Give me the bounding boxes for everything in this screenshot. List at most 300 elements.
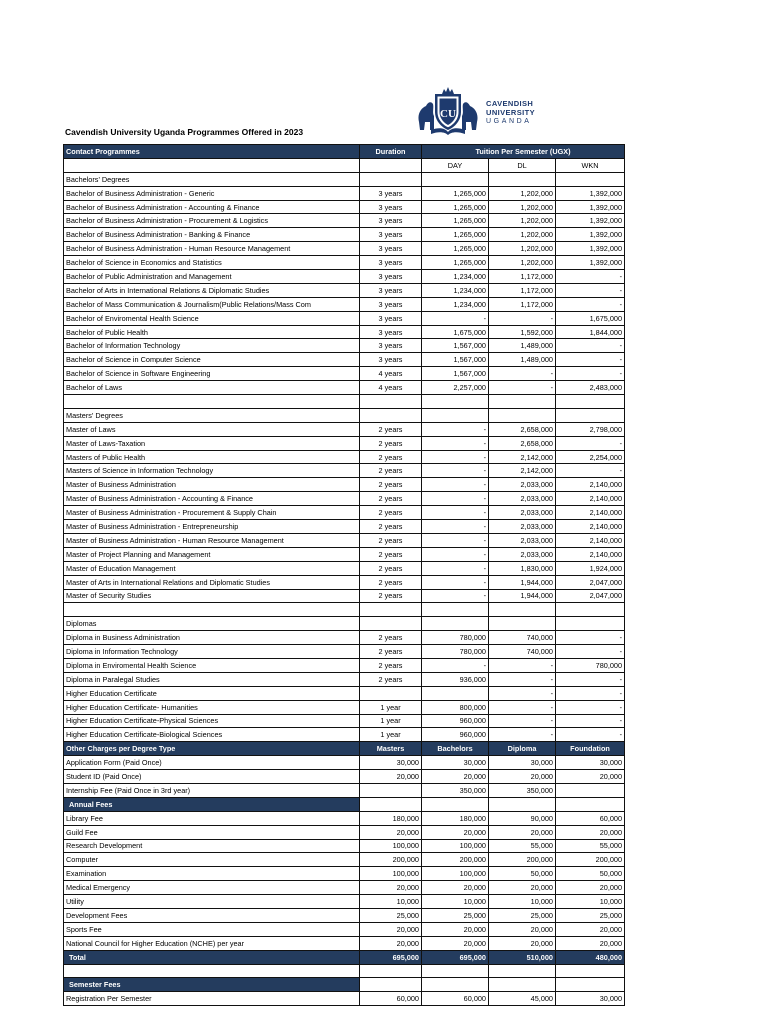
row-value-3: - — [556, 283, 625, 297]
fee-value: 20,000 — [489, 922, 556, 936]
row-value-1: - — [422, 464, 489, 478]
document-title: Cavendish University Uganda Programmes Offered in 2023 — [65, 127, 304, 137]
empty-cell — [360, 617, 422, 631]
programme-row — [64, 200, 625, 214]
row-duration: 3 years — [360, 186, 422, 200]
charge-label: Student ID (Paid Once) — [64, 770, 360, 784]
fee-value: 60,000 — [556, 811, 625, 825]
row-label: Diploma in Paralegal Studies — [64, 672, 360, 686]
row-value-3: - — [556, 728, 625, 742]
row-value-1: 1,265,000 — [422, 186, 489, 200]
fee-value: 20,000 — [556, 825, 625, 839]
row-value-2: 1,489,000 — [489, 353, 556, 367]
row-duration: 3 years — [360, 297, 422, 311]
fee-value: 100,000 — [422, 867, 489, 881]
crest-logo-icon — [415, 86, 481, 136]
row-value-1: - — [422, 658, 489, 672]
row-value-1: 1,675,000 — [422, 325, 489, 339]
empty-cell — [360, 172, 422, 186]
row-value-2: 1,172,000 — [489, 270, 556, 284]
fee-value: 25,000 — [360, 908, 422, 922]
header-foundation: Foundation — [556, 742, 625, 756]
row-value-3: - — [556, 353, 625, 367]
row-value-2: 1,202,000 — [489, 228, 556, 242]
charge-value: 30,000 — [422, 756, 489, 770]
row-value-1: - — [422, 436, 489, 450]
row-value-1: 2,257,000 — [422, 381, 489, 395]
row-duration: 2 years — [360, 506, 422, 520]
fee-value: 25,000 — [489, 908, 556, 922]
row-value-3: - — [556, 464, 625, 478]
row-label: Master of Laws-Taxation — [64, 436, 360, 450]
annual-fee-row — [64, 908, 625, 922]
row-duration: 2 years — [360, 422, 422, 436]
row-value-2: - — [489, 714, 556, 728]
row-label: Master of Business Administration - Procurement & Supply Chain — [64, 506, 360, 520]
header-masters: Masters — [360, 742, 422, 756]
total-label: Total — [64, 950, 360, 964]
row-value-1: 1,265,000 — [422, 228, 489, 242]
row-duration: 3 years — [360, 200, 422, 214]
row-value-1: - — [422, 561, 489, 575]
row-value-2: 2,033,000 — [489, 492, 556, 506]
row-value-2: 1,202,000 — [489, 256, 556, 270]
charge-value: 20,000 — [556, 770, 625, 784]
empty-cell — [489, 978, 556, 992]
charge-row — [64, 783, 625, 797]
row-value-1: 960,000 — [422, 714, 489, 728]
empty-cell — [422, 797, 489, 811]
row-label: Bachelor of Science in Economics and Statistics — [64, 256, 360, 270]
programme-row — [64, 270, 625, 284]
empty-cell — [489, 172, 556, 186]
row-duration: 3 years — [360, 283, 422, 297]
table-subheader-row — [64, 158, 625, 172]
charge-value — [556, 783, 625, 797]
fee-value: 55,000 — [489, 839, 556, 853]
university-logo — [415, 86, 565, 136]
row-duration: 3 years — [360, 339, 422, 353]
row-value-3: 2,798,000 — [556, 422, 625, 436]
row-value-1: 1,234,000 — [422, 297, 489, 311]
fee-value: 20,000 — [556, 936, 625, 950]
row-value-2: - — [489, 700, 556, 714]
row-label: Higher Education Certificate- Humanities — [64, 700, 360, 714]
row-label: Diploma in Information Technology — [64, 645, 360, 659]
fee-value: 45,000 — [489, 992, 556, 1006]
programme-row — [64, 547, 625, 561]
row-value-3: 1,392,000 — [556, 256, 625, 270]
annual-fee-row — [64, 811, 625, 825]
row-value-2: 1,202,000 — [489, 242, 556, 256]
fee-value: 20,000 — [489, 825, 556, 839]
fee-value: 20,000 — [556, 881, 625, 895]
fee-value: 90,000 — [489, 811, 556, 825]
row-label: Bachelor of Public Administration and Management — [64, 270, 360, 284]
annual-fee-row — [64, 867, 625, 881]
row-value-3: 1,392,000 — [556, 214, 625, 228]
charge-value: 20,000 — [360, 770, 422, 784]
row-value-3: - — [556, 631, 625, 645]
blank-row — [64, 964, 625, 978]
fee-label: Computer — [64, 853, 360, 867]
fee-value: 10,000 — [422, 895, 489, 909]
annual-fees-total-row — [64, 950, 625, 964]
charge-value: 30,000 — [489, 756, 556, 770]
row-label: Higher Education Certificate-Physical Sciences — [64, 714, 360, 728]
row-label: Higher Education Certificate — [64, 686, 360, 700]
section-label: Diplomas — [64, 617, 360, 631]
row-value-1: - — [422, 520, 489, 534]
row-value-3: - — [556, 700, 625, 714]
fee-label: Examination — [64, 867, 360, 881]
row-value-1: - — [422, 422, 489, 436]
empty-cell — [422, 617, 489, 631]
row-duration: 2 years — [360, 492, 422, 506]
total-value: 480,000 — [556, 950, 625, 964]
row-label: Diploma in Business Administration — [64, 631, 360, 645]
programme-row — [64, 242, 625, 256]
empty-cell — [360, 603, 422, 617]
row-value-1: - — [422, 492, 489, 506]
row-duration: 2 years — [360, 547, 422, 561]
row-value-2: 2,033,000 — [489, 520, 556, 534]
empty-cell — [556, 172, 625, 186]
charge-value: 30,000 — [360, 756, 422, 770]
row-value-1: - — [422, 311, 489, 325]
row-value-3: 780,000 — [556, 658, 625, 672]
empty-cell — [489, 603, 556, 617]
charge-label: Internship Fee (Paid Once in 3rd year) — [64, 783, 360, 797]
row-value-1: 1,567,000 — [422, 367, 489, 381]
semester-fees-label-row — [64, 978, 625, 992]
crest-monogram: CU — [440, 108, 456, 120]
programme-row — [64, 339, 625, 353]
row-value-1 — [422, 686, 489, 700]
fee-value: 10,000 — [556, 895, 625, 909]
row-label: Bachelor of Business Administration - Accounting & Finance — [64, 200, 360, 214]
row-label: Diploma in Enviromental Health Science — [64, 658, 360, 672]
row-value-3: - — [556, 714, 625, 728]
annual-fee-row — [64, 936, 625, 950]
table-body — [64, 145, 625, 1006]
row-duration: 3 years — [360, 256, 422, 270]
header-tuition: Tuition Per Semester (UGX) — [422, 145, 625, 159]
row-duration: 2 years — [360, 589, 422, 603]
empty-cell — [360, 395, 422, 409]
subheader-empty — [64, 158, 360, 172]
charge-row — [64, 770, 625, 784]
empty-cell — [556, 408, 625, 422]
row-value-3: 1,392,000 — [556, 200, 625, 214]
programme-row — [64, 728, 625, 742]
header-duration: Duration — [360, 145, 422, 159]
row-value-2: - — [489, 381, 556, 395]
row-duration: 4 years — [360, 381, 422, 395]
fee-value: 20,000 — [360, 936, 422, 950]
row-value-1: 1,567,000 — [422, 353, 489, 367]
row-value-3: - — [556, 297, 625, 311]
row-value-1: 1,265,000 — [422, 242, 489, 256]
charge-value — [360, 783, 422, 797]
programme-row — [64, 283, 625, 297]
row-value-2: 1,944,000 — [489, 589, 556, 603]
empty-cell — [556, 964, 625, 978]
fee-value: 20,000 — [360, 881, 422, 895]
programme-row — [64, 381, 625, 395]
fee-label: Sports Fee — [64, 922, 360, 936]
row-duration: 2 years — [360, 575, 422, 589]
row-value-1: 960,000 — [422, 728, 489, 742]
row-duration: 2 years — [360, 561, 422, 575]
row-value-3: 2,047,000 — [556, 589, 625, 603]
header-contact-programmes: Contact Programmes — [64, 145, 360, 159]
row-value-2: 1,489,000 — [489, 339, 556, 353]
row-label: Bachelor of Science in Computer Science — [64, 353, 360, 367]
row-duration: 2 years — [360, 520, 422, 534]
fee-value: 10,000 — [489, 895, 556, 909]
row-value-3: - — [556, 672, 625, 686]
fee-value: 20,000 — [360, 825, 422, 839]
programme-row — [64, 450, 625, 464]
subheader-wkn: WKN — [556, 158, 625, 172]
row-label: Master of Project Planning and Management — [64, 547, 360, 561]
fee-value: 20,000 — [422, 825, 489, 839]
total-value: 695,000 — [360, 950, 422, 964]
programme-row — [64, 325, 625, 339]
empty-cell — [489, 395, 556, 409]
charge-label: Application Form (Paid Once) — [64, 756, 360, 770]
fee-value: 20,000 — [556, 922, 625, 936]
row-value-3: - — [556, 270, 625, 284]
empty-cell — [360, 978, 422, 992]
programme-row — [64, 436, 625, 450]
row-label: Bachelor of Business Administration - Generic — [64, 186, 360, 200]
row-value-1: - — [422, 575, 489, 589]
row-value-3: - — [556, 367, 625, 381]
row-value-1: 1,567,000 — [422, 339, 489, 353]
row-value-3: 2,140,000 — [556, 506, 625, 520]
fee-label: Utility — [64, 895, 360, 909]
programme-row — [64, 645, 625, 659]
row-value-3: - — [556, 436, 625, 450]
fee-label: National Council for Higher Education (NCHE) per year — [64, 936, 360, 950]
row-duration: 2 years — [360, 533, 422, 547]
row-duration: 3 years — [360, 242, 422, 256]
subheader-day: DAY — [422, 158, 489, 172]
programme-row — [64, 422, 625, 436]
row-value-1: 1,265,000 — [422, 214, 489, 228]
fee-value: 60,000 — [360, 992, 422, 1006]
row-duration: 4 years — [360, 367, 422, 381]
total-value: 695,000 — [422, 950, 489, 964]
row-value-3: 1,392,000 — [556, 242, 625, 256]
fee-value: 60,000 — [422, 992, 489, 1006]
fee-value: 25,000 — [556, 908, 625, 922]
row-duration: 2 years — [360, 672, 422, 686]
row-value-2: 2,142,000 — [489, 450, 556, 464]
row-duration: 2 years — [360, 658, 422, 672]
programme-row — [64, 672, 625, 686]
charge-value: 20,000 — [489, 770, 556, 784]
row-value-3: - — [556, 339, 625, 353]
row-duration: 2 years — [360, 478, 422, 492]
header-diploma: Diploma — [489, 742, 556, 756]
charge-value: 20,000 — [422, 770, 489, 784]
programme-row — [64, 631, 625, 645]
row-value-3: 2,140,000 — [556, 478, 625, 492]
empty-cell — [360, 964, 422, 978]
fee-value: 50,000 — [556, 867, 625, 881]
row-duration — [360, 686, 422, 700]
row-value-1: - — [422, 547, 489, 561]
row-value-2: 2,033,000 — [489, 547, 556, 561]
fee-value: 200,000 — [422, 853, 489, 867]
row-value-3: 1,924,000 — [556, 561, 625, 575]
row-value-2: 2,658,000 — [489, 422, 556, 436]
annual-fee-row — [64, 825, 625, 839]
programme-row — [64, 658, 625, 672]
row-value-3: 2,483,000 — [556, 381, 625, 395]
row-value-3: 2,140,000 — [556, 492, 625, 506]
row-value-2: - — [489, 672, 556, 686]
empty-cell — [556, 797, 625, 811]
row-value-3: 1,392,000 — [556, 228, 625, 242]
empty-cell — [422, 395, 489, 409]
fee-label: Guild Fee — [64, 825, 360, 839]
row-value-1: 1,234,000 — [422, 283, 489, 297]
empty-cell — [489, 617, 556, 631]
empty-cell — [64, 964, 360, 978]
fee-value: 100,000 — [360, 867, 422, 881]
fee-value: 20,000 — [489, 936, 556, 950]
fee-value: 10,000 — [360, 895, 422, 909]
row-value-2: - — [489, 686, 556, 700]
row-duration: 2 years — [360, 631, 422, 645]
row-duration: 2 years — [360, 464, 422, 478]
annual-fee-row — [64, 895, 625, 909]
programme-row — [64, 686, 625, 700]
row-value-2: 1,830,000 — [489, 561, 556, 575]
programme-row — [64, 228, 625, 242]
section-label: Masters' Degrees — [64, 408, 360, 422]
row-duration: 2 years — [360, 450, 422, 464]
programme-row — [64, 353, 625, 367]
programmes-fee-table — [63, 144, 625, 1006]
programme-row — [64, 520, 625, 534]
row-label: Master of Education Management — [64, 561, 360, 575]
programme-row — [64, 311, 625, 325]
row-duration: 3 years — [360, 270, 422, 284]
empty-cell — [556, 978, 625, 992]
row-duration: 3 years — [360, 311, 422, 325]
programme-row — [64, 714, 625, 728]
annual-fee-row — [64, 881, 625, 895]
fee-value: 20,000 — [422, 922, 489, 936]
programme-row — [64, 506, 625, 520]
row-label: Master of Business Administration - Accounting & Finance — [64, 492, 360, 506]
programme-row — [64, 533, 625, 547]
fee-value: 200,000 — [556, 853, 625, 867]
row-value-2: 2,033,000 — [489, 533, 556, 547]
programme-row — [64, 367, 625, 381]
annual-fee-row — [64, 853, 625, 867]
row-duration: 3 years — [360, 353, 422, 367]
annual-fees-label: Annual Fees — [64, 797, 360, 811]
row-value-3: 1,844,000 — [556, 325, 625, 339]
empty-cell — [489, 408, 556, 422]
row-label: Masters of Science in Information Technology — [64, 464, 360, 478]
programme-row — [64, 214, 625, 228]
empty-cell — [64, 603, 360, 617]
row-value-3: 2,047,000 — [556, 575, 625, 589]
other-charges-header-row — [64, 742, 625, 756]
row-label: Higher Education Certificate-Biological Sciences — [64, 728, 360, 742]
fee-value: 20,000 — [422, 881, 489, 895]
row-value-1: 780,000 — [422, 645, 489, 659]
row-value-1: - — [422, 589, 489, 603]
annual-fee-row — [64, 922, 625, 936]
row-duration: 2 years — [360, 645, 422, 659]
row-value-2: 2,142,000 — [489, 464, 556, 478]
subheader-empty — [360, 158, 422, 172]
row-value-1: 780,000 — [422, 631, 489, 645]
row-value-2: 740,000 — [489, 631, 556, 645]
row-value-3: - — [556, 645, 625, 659]
row-value-3: 2,254,000 — [556, 450, 625, 464]
empty-cell — [64, 395, 360, 409]
empty-cell — [422, 603, 489, 617]
row-label: Bachelor of Business Administration - Banking & Finance — [64, 228, 360, 242]
semester-fees-label: Semester Fees — [64, 978, 360, 992]
row-duration: 1 year — [360, 714, 422, 728]
empty-cell — [422, 172, 489, 186]
row-value-2: - — [489, 367, 556, 381]
row-value-1: - — [422, 506, 489, 520]
fee-value: 100,000 — [360, 839, 422, 853]
row-label: Bachelor of Business Administration - Procurement & Logistics — [64, 214, 360, 228]
row-value-2: 2,658,000 — [489, 436, 556, 450]
row-value-3: 2,140,000 — [556, 520, 625, 534]
row-duration: 3 years — [360, 228, 422, 242]
section-label-row — [64, 617, 625, 631]
row-value-3: - — [556, 686, 625, 700]
row-value-1: - — [422, 533, 489, 547]
row-duration: 1 year — [360, 728, 422, 742]
programme-row — [64, 478, 625, 492]
charge-value: 350,000 — [489, 783, 556, 797]
table-header-row — [64, 145, 625, 159]
total-value: 510,000 — [489, 950, 556, 964]
header-bachelors: Bachelors — [422, 742, 489, 756]
programme-row — [64, 561, 625, 575]
row-value-2: 1,944,000 — [489, 575, 556, 589]
row-value-3: 2,140,000 — [556, 533, 625, 547]
subheader-dl: DL — [489, 158, 556, 172]
fee-value: 25,000 — [422, 908, 489, 922]
row-label: Bachelor of Information Technology — [64, 339, 360, 353]
programme-row — [64, 492, 625, 506]
row-value-3: 1,675,000 — [556, 311, 625, 325]
programme-row — [64, 589, 625, 603]
charge-value: 30,000 — [556, 756, 625, 770]
row-label: Bachelor of Public Health — [64, 325, 360, 339]
annual-fee-row — [64, 839, 625, 853]
row-label: Master of Arts in International Relations and Diplomatic Studies — [64, 575, 360, 589]
row-label: Master of Business Administration - Human Resource Management — [64, 533, 360, 547]
row-value-2: - — [489, 728, 556, 742]
fee-value: 30,000 — [556, 992, 625, 1006]
